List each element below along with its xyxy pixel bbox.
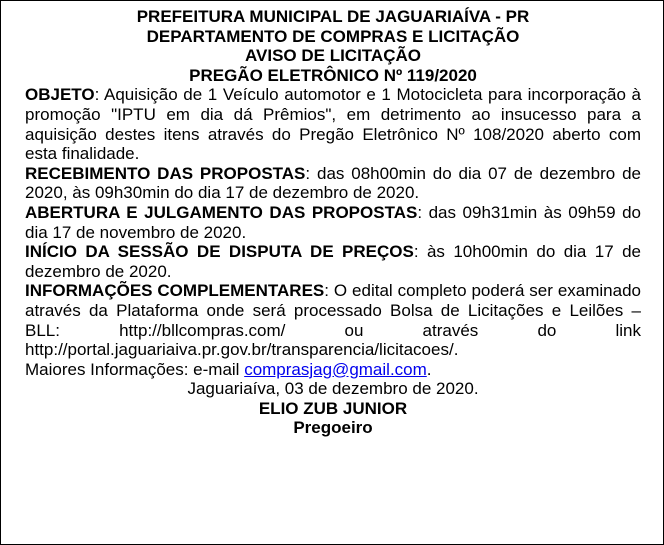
notice-content [25, 7, 641, 438]
section-maiores-informacoes [25, 360, 641, 380]
section-inicio [25, 242, 641, 281]
header-notice-title: AVISO DE LICITAÇÃO [245, 46, 421, 66]
signatory-role: Pregoeiro [293, 418, 373, 438]
informacoes-label: INFORMAÇÕES COMPLEMENTARES [25, 281, 325, 301]
email-link[interactable]: comprasjag@gmail.com [244, 359, 427, 379]
maiores-prefix: Maiores Informações: e-mail [25, 359, 245, 379]
header-auction-number: PREGÃO ELETRÔNICO Nº 119/2020 [189, 65, 477, 85]
objeto-label: OBJETO [25, 85, 95, 105]
header-department: DEPARTAMENTO DE COMPRAS E LICITAÇÃO [146, 26, 520, 46]
section-recebimento [25, 164, 641, 203]
maiores-suffix: . [426, 359, 432, 379]
header-municipality: PREFEITURA MUNICIPAL DE JAGUARIAÍVA - PR [136, 7, 530, 26]
informacoes-text: : O edital completo poderá ser examinado através da Plataforma onde será processado Bolsa de Licitações e Leilões – BLL: http://bllcompras.com/ ou através do link [25, 281, 641, 340]
section-abertura [25, 203, 641, 242]
section-informacoes [25, 281, 641, 359]
place-date: Jaguariaíva, 03 de dezembro de 2020. [187, 379, 479, 399]
inicio-text: : às 10h00min do dia 17 de dezembro de 2020. [25, 242, 641, 281]
recebimento-text: : das 08h00min do dia 07 de dezembro de 2020, às 09h30min do dia 17 de dezembro de 2020. [25, 163, 641, 203]
portal-url-text: http://portal.jaguariaiva.pr.gov.br/transparencia/licitacoes/. [25, 340, 459, 360]
objeto-text: : Aquisição de 1 Veículo automotor e 1 Motocicleta para incorporação à promoção "IPTU em dia dá Prêmios", em detrimento ao insucesso para a aquisição destes itens através do Pregão Eletrônico Nº 108/2020 aberto com esta finalidade. [25, 85, 641, 164]
inicio-label: INÍCIO DA SESSÃO DE DISPUTA DE PREÇOS [25, 242, 414, 262]
signatory-name: ELIO ZUB JUNIOR [258, 398, 408, 418]
abertura-text: : das 09h31min às 09h59 do dia 17 de novembro de 2020. [25, 202, 641, 242]
abertura-label: ABERTURA E JULGAMENTO DAS PROPOSTAS [25, 202, 418, 222]
section-objeto [25, 85, 641, 163]
recebimento-label: RECEBIMENTO DAS PROPOSTAS [25, 163, 306, 183]
